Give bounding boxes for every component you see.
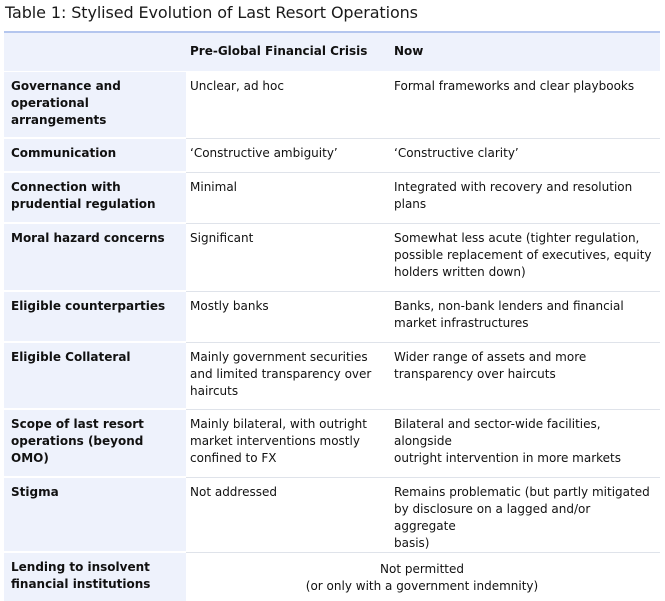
row-label: Connection with prudential regulation <box>4 172 186 223</box>
now-cell: Remains problematic (but partly mitigated by disclosure on a lagged and/or aggregate basis) <box>389 477 660 552</box>
comparison-table <box>4 31 660 601</box>
table-row <box>4 71 660 138</box>
row-label: Stigma <box>4 477 186 552</box>
table-row <box>4 409 660 477</box>
now-cell: Bilateral and sector-wide facilities, alongside outright intervention in more markets <box>389 409 660 477</box>
row-label: Governance and operational arrangements <box>4 71 186 138</box>
pre-gfc-cell: ‘Constructive ambiguity’ <box>186 138 389 172</box>
now-cell: Integrated with recovery and resolution plans <box>389 172 660 223</box>
table-row <box>4 138 660 172</box>
row-label: Eligible Collateral <box>4 342 186 409</box>
row-label: Moral hazard concerns <box>4 223 186 291</box>
header-blank <box>4 33 186 71</box>
pre-gfc-cell: Mainly bilateral, with outright market interventions mostly confined to FX <box>186 409 389 477</box>
now-cell: Banks, non-bank lenders and financial market infrastructures <box>389 291 660 342</box>
table-row <box>4 172 660 223</box>
row-label: Lending to insolvent financial institutions <box>4 552 186 601</box>
table-row <box>4 223 660 291</box>
row-label: Eligible counterparties <box>4 291 186 342</box>
now-cell: Somewhat less acute (tighter regulation, possible replacement of executives, equity holders written down) <box>389 223 660 291</box>
table-row <box>4 291 660 342</box>
pre-gfc-cell: Not addressed <box>186 477 389 552</box>
now-cell: Formal frameworks and clear playbooks <box>389 71 660 138</box>
header-pre-gfc: Pre-Global Financial Crisis <box>186 33 389 71</box>
pre-gfc-cell: Mostly banks <box>186 291 389 342</box>
now-cell: ‘Constructive clarity’ <box>389 138 660 172</box>
pre-gfc-cell: Unclear, ad hoc <box>186 71 389 138</box>
table-title: Table 1: Stylised Evolution of Last Resort Operations <box>5 3 418 22</box>
table-row <box>4 477 660 552</box>
row-label: Scope of last resort operations (beyond OMO) <box>4 409 186 477</box>
table-row <box>4 342 660 409</box>
table-row <box>4 552 660 601</box>
merged-cell: Not permitted (or only with a government indemnity) <box>305 561 539 593</box>
pre-gfc-cell: Minimal <box>186 172 389 223</box>
pre-gfc-cell: Mainly government securities and limited transparency over haircuts <box>186 342 389 409</box>
pre-gfc-cell: Significant <box>186 223 389 291</box>
row-label: Communication <box>4 138 186 172</box>
now-cell: Wider range of assets and more transparency over haircuts <box>389 342 660 409</box>
header-row <box>4 33 660 71</box>
header-now: Now <box>389 33 660 71</box>
